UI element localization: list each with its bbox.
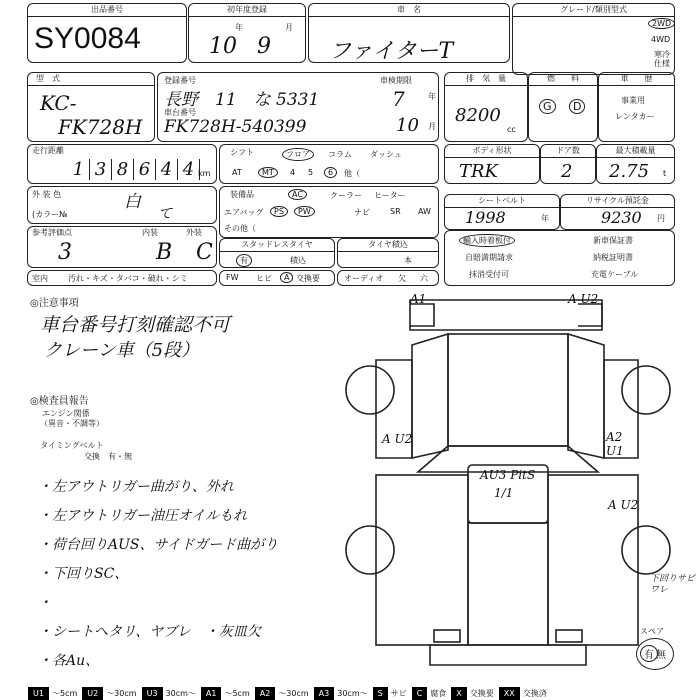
model-value-2: FK728H bbox=[58, 115, 143, 139]
diag-label-underside: 下回りサビ ワレ bbox=[650, 574, 696, 595]
recycle-value: 9230 bbox=[601, 208, 642, 227]
month-unit: 月 bbox=[285, 23, 293, 32]
shift-4: 4 bbox=[290, 168, 296, 177]
interior-items-label: 室内 bbox=[32, 274, 48, 283]
interior-items-box bbox=[27, 270, 217, 286]
timing-sub: 交換 有・無 bbox=[84, 452, 132, 461]
legend-text: 腐食 bbox=[430, 689, 447, 698]
front-bumper-left bbox=[410, 304, 434, 326]
studless-yes: 有 bbox=[236, 254, 252, 267]
legend-text: ～5cm bbox=[224, 689, 250, 698]
audio-six: 六 bbox=[420, 274, 428, 283]
fw-swap: 交換要 bbox=[296, 274, 320, 283]
first-reg-month: 9 bbox=[257, 34, 271, 59]
doors-box bbox=[540, 144, 596, 184]
doc-cancel: 抹消受付可 bbox=[469, 270, 509, 279]
doc-import: 輸入時着板付 bbox=[459, 234, 515, 247]
front-bumper-right bbox=[578, 304, 602, 326]
doc-selfcheck: 自賠満期請求 bbox=[465, 253, 513, 262]
legend-code: U1 bbox=[28, 687, 49, 700]
recycle-box bbox=[560, 194, 675, 230]
color-number-label: (カラー№ bbox=[32, 210, 68, 219]
shift-box bbox=[219, 144, 439, 184]
first-registration-label: 初年度登録 bbox=[189, 4, 305, 17]
cold-spec-2: 仕様 bbox=[654, 59, 670, 68]
engine-label: エンジン関係 bbox=[42, 409, 90, 418]
diag-label-au2-top: A U2 bbox=[568, 292, 599, 306]
exterior-score-label: 外装 bbox=[186, 228, 202, 237]
drive-2wd: 2WD bbox=[648, 18, 675, 29]
diag-label-au2-left: A U2 bbox=[382, 432, 413, 446]
fuel-box bbox=[528, 72, 598, 142]
inspection-month-unit: 月 bbox=[428, 122, 436, 131]
tire-label: タイヤ積込 bbox=[338, 239, 438, 252]
equip-navi: ナビ bbox=[354, 208, 370, 217]
legend-code: A3 bbox=[314, 687, 335, 700]
model-label: 型 式 bbox=[28, 73, 154, 86]
inspection-year: 7 bbox=[392, 87, 405, 111]
tire-box bbox=[337, 238, 439, 268]
body-type-label: ボディ形状 bbox=[445, 145, 539, 158]
inspector-line: ・下回りSC、 bbox=[38, 566, 129, 582]
mileage-digits bbox=[68, 159, 200, 180]
engine-sub: （異音・不調等） bbox=[40, 419, 104, 428]
first-registration-box bbox=[188, 3, 306, 63]
legend-text: サビ bbox=[390, 689, 407, 698]
seatbelt-value: 1998 bbox=[465, 208, 506, 227]
load-label: 最大積載量 bbox=[597, 145, 674, 158]
diag-label-fraction: 1/1 bbox=[494, 486, 514, 500]
color-label: 外 装 色 bbox=[32, 190, 62, 199]
grade-box bbox=[512, 3, 675, 75]
notes-title: ◎注意事項 bbox=[30, 298, 79, 309]
legend-text: ～30cm bbox=[106, 689, 137, 698]
legend-code: XX bbox=[499, 687, 520, 700]
inspection-month: 10 bbox=[396, 115, 419, 136]
diag-label-a1: A1 bbox=[410, 292, 427, 306]
model-box bbox=[27, 72, 155, 142]
hood bbox=[448, 334, 568, 446]
usage-box bbox=[598, 72, 675, 142]
shift-5: 5 bbox=[308, 168, 314, 177]
seatbelt-unit: 年 bbox=[541, 214, 549, 223]
shift-6: 6 bbox=[324, 167, 337, 178]
car-name-label: 車 名 bbox=[309, 4, 509, 17]
studless-loaded: 積込 bbox=[290, 256, 306, 265]
equip-pw: PW bbox=[294, 206, 315, 217]
doors-label: ドア数 bbox=[541, 145, 595, 158]
doc-tax: 納税証明書 bbox=[593, 253, 633, 262]
rear-light-right bbox=[556, 630, 582, 642]
equip-ps: PS bbox=[270, 206, 288, 217]
first-reg-year: 10 bbox=[209, 34, 237, 59]
usage-label: 車 歴 bbox=[599, 73, 674, 86]
chassis-label: 車台番号 bbox=[164, 108, 196, 117]
shift-dash: ダッシュ bbox=[370, 150, 402, 159]
car-name-value: ファイターT bbox=[329, 39, 454, 64]
diag-label-au3: AU3 PitS bbox=[480, 468, 536, 482]
notes-line-1: 車台番号打刻確認不可 bbox=[40, 314, 231, 336]
mileage-unit: km bbox=[198, 169, 211, 178]
displacement-unit: cc bbox=[507, 125, 516, 134]
lot-number-value: SY0084 bbox=[34, 22, 141, 55]
inspector-title: ◎検査員報告 bbox=[30, 396, 89, 407]
inspector-line: ・ bbox=[38, 595, 52, 611]
displacement-box bbox=[444, 72, 528, 142]
body-type-value: TRK bbox=[459, 161, 499, 182]
interior-score-label: 内装 bbox=[142, 228, 158, 237]
legend-code: A1 bbox=[201, 687, 222, 700]
displacement-value: 8200 bbox=[455, 105, 501, 126]
color-number-value: て bbox=[158, 206, 172, 222]
legend-code: U2 bbox=[82, 687, 103, 700]
inspector-line: ・シートへタリ、ヤブレ ・灰皿欠 bbox=[38, 624, 261, 640]
rear-light-left bbox=[434, 630, 460, 642]
load-unit: t bbox=[663, 169, 667, 178]
damage-legend bbox=[28, 687, 700, 700]
fuel-g: G bbox=[539, 99, 556, 114]
spare-yes: 有 bbox=[640, 645, 658, 662]
load-value: 2.75 bbox=[609, 161, 650, 182]
equip-cooler: クーラー bbox=[330, 191, 362, 200]
exterior-score-value: C bbox=[196, 240, 213, 265]
legend-text: ～5cm bbox=[51, 689, 78, 698]
shift-other: 他（ bbox=[344, 169, 360, 178]
car-name-box bbox=[308, 3, 510, 63]
doc-charge: 充電ケーブル bbox=[591, 270, 639, 279]
timing-label: タイミングベルト bbox=[40, 441, 104, 450]
mileage-digit: 4 bbox=[156, 159, 178, 180]
shift-label: シフト bbox=[230, 148, 254, 157]
lot-number-box bbox=[27, 3, 187, 63]
fuel-d: D bbox=[569, 99, 585, 114]
left-door bbox=[412, 334, 448, 458]
seatbelt-label: シートベルト bbox=[445, 195, 559, 208]
legend-text: 30cm～ bbox=[165, 689, 196, 698]
inspector-line: ・左アウトリガー油圧オイルもれ bbox=[38, 508, 248, 524]
doors-value: 2 bbox=[561, 161, 573, 182]
equipment-box bbox=[219, 186, 439, 238]
mileage-digit: 4 bbox=[178, 159, 200, 180]
studless-box bbox=[219, 238, 335, 268]
reg-number-label: 登録番号 bbox=[164, 76, 196, 85]
fw-label: FW bbox=[226, 273, 239, 282]
doc-warranty: 新車保証書 bbox=[593, 236, 633, 245]
equipment-label: 装備品 bbox=[230, 190, 254, 199]
diag-label-a2-u1: A2 U1 bbox=[606, 430, 624, 458]
fw-box bbox=[219, 270, 335, 286]
legend-code: A2 bbox=[255, 687, 276, 700]
ref-score-label: 参考評価点 bbox=[32, 228, 72, 237]
bed-left-rail bbox=[376, 475, 468, 645]
legend-text: 30cm～ bbox=[337, 689, 368, 698]
inspector-line: ・荷台回りAUS、サイドガード曲がり bbox=[38, 537, 279, 553]
grade-label: グレード/類別型式 bbox=[513, 4, 674, 17]
legend-code: C bbox=[412, 687, 428, 700]
usage-business: 事業用 bbox=[621, 96, 645, 105]
airbag-label: エアバッグ bbox=[224, 208, 264, 217]
mileage-digit: 1 bbox=[68, 159, 90, 180]
mileage-box bbox=[27, 144, 217, 184]
mileage-digit: 8 bbox=[112, 159, 134, 180]
wheel-front-right bbox=[622, 366, 670, 414]
mileage-digit: 3 bbox=[90, 159, 112, 180]
year-unit: 年 bbox=[235, 23, 243, 32]
mileage-digit: 6 bbox=[134, 159, 156, 180]
interior-items-values: 汚れ・キズ・タバコ・破れ・シミ bbox=[68, 274, 188, 283]
inspection-label: 車検期限 bbox=[380, 76, 412, 85]
rear-bumper bbox=[430, 645, 586, 665]
wheel-front-left bbox=[346, 366, 394, 414]
displacement-label: 排 気 量 bbox=[445, 73, 527, 86]
inspector-line: ・左アウトリガー曲がり、外れ bbox=[38, 479, 234, 495]
spare-no: 無 bbox=[656, 650, 666, 661]
equip-other-label: その他（ bbox=[224, 224, 256, 233]
seatbelt-box bbox=[444, 194, 560, 230]
legend-text: 交換要 bbox=[469, 689, 494, 698]
audio-missing: 欠 bbox=[398, 274, 406, 283]
audio-label: オーディオ bbox=[344, 274, 384, 283]
notes-line-2: クレーン車（5段） bbox=[44, 340, 200, 361]
recycle-unit: 円 bbox=[657, 214, 665, 223]
body-type-box bbox=[444, 144, 540, 184]
fw-a: A bbox=[280, 272, 293, 283]
studless-label: スタッドレスタイヤ bbox=[220, 239, 334, 252]
reg-number-value: 長野 11 な 5331 bbox=[164, 90, 320, 110]
ref-score-value: 3 bbox=[58, 240, 72, 265]
cold-spec: 寒冷 bbox=[654, 50, 670, 59]
legend-code: S bbox=[373, 687, 388, 700]
shift-column: コラム bbox=[328, 150, 352, 159]
mileage-label: 走行距離 bbox=[32, 146, 64, 155]
equip-aw: AW bbox=[418, 207, 431, 216]
equip-heater: ヒーター bbox=[374, 191, 406, 200]
bed-floor bbox=[468, 523, 548, 645]
inspector-line: ・各Au、 bbox=[38, 653, 100, 669]
right-door bbox=[568, 334, 604, 458]
shift-mt: MT bbox=[258, 167, 278, 178]
color-box bbox=[27, 186, 217, 224]
wheel-rear-right bbox=[622, 526, 670, 574]
documents-box bbox=[444, 230, 675, 286]
legend-code: U3 bbox=[142, 687, 163, 700]
equip-sr: SR bbox=[390, 207, 401, 216]
color-value: 白 bbox=[124, 192, 141, 212]
inspection-year-unit: 年 bbox=[428, 92, 436, 101]
shift-at: AT bbox=[232, 168, 242, 177]
shift-floor: フロア bbox=[282, 148, 314, 161]
legend-text: 交換済 bbox=[522, 689, 547, 698]
inspector-lines bbox=[38, 476, 338, 679]
chassis-value: FK728H-540399 bbox=[164, 117, 307, 137]
drive-4wd: 4WD bbox=[651, 35, 671, 44]
equip-ac: AC bbox=[288, 189, 307, 200]
interior-score-value: B bbox=[156, 240, 173, 265]
legend-text: ～30cm bbox=[278, 689, 309, 698]
legend-code: X bbox=[451, 687, 466, 700]
load-box bbox=[596, 144, 675, 184]
tire-unit: 本 bbox=[404, 256, 412, 265]
model-value-1: KC- bbox=[40, 91, 77, 115]
diag-label-au2-right: A U2 bbox=[608, 498, 639, 512]
registration-box bbox=[157, 72, 439, 142]
wheel-rear-left bbox=[346, 526, 394, 574]
ratings-box bbox=[27, 226, 217, 268]
recycle-label: リサイクル預託金 bbox=[561, 195, 674, 208]
audio-box bbox=[337, 270, 439, 286]
spare-label: スペア bbox=[640, 627, 664, 636]
fuel-label: 燃 料 bbox=[529, 73, 597, 86]
lot-number-label: 出品番号 bbox=[28, 4, 186, 17]
fw-hibi: ヒビ bbox=[256, 274, 272, 283]
usage-rental: レンタカー bbox=[615, 112, 655, 121]
